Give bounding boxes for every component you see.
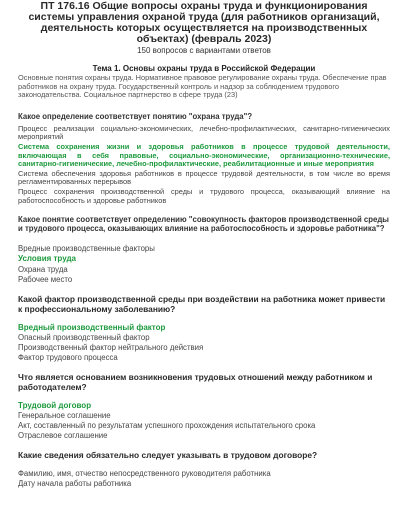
answer-option: Фамилию, имя, отчество непосредственного руководителя работника xyxy=(18,469,271,479)
document-title: ПТ 176.16 Общие вопросы охраны труда и функционирования системы управления охраной труда (для работников организаций, деятельность которых осуществляется на производственных объектах) (февраль 2023) xyxy=(28,0,380,45)
answer-list xyxy=(18,469,390,488)
answer-option: Отраслевое соглашение xyxy=(18,431,108,441)
correct-answer-option: Вредный производственный фактор xyxy=(18,322,166,332)
answer-list xyxy=(18,244,390,283)
question-block-3 xyxy=(18,294,390,362)
question-block-4 xyxy=(18,372,390,440)
answer-option: Вредные производственные факторы xyxy=(18,244,155,254)
answer-list xyxy=(18,401,390,440)
section-description: Основные понятия охраны труда. Нормативное правовое регулирование охраны труда. Обеспечение прав работников на охрану труда. Государственный контроль и надзор за соблюдением трудового законодательства. Социальное партнерство в сфере труда (23) xyxy=(18,73,387,100)
question-block-2 xyxy=(18,215,390,283)
answer-option: Система обеспечения здоровья работников в процессе трудовой деятельности, в том числе во время регламентированных перерывов xyxy=(18,168,390,187)
question-text: Какое понятие соответствует определению "совокупность факторов производственной среды и трудового процесса, оказывающих влияние на работоспособность и здоровье работника"? xyxy=(18,215,389,234)
answer-option: Фактор трудового процесса xyxy=(18,352,118,362)
answer-option: Охрана труда xyxy=(18,264,68,274)
section-title: Тема 1. Основы охраны труда в Российской Федерации xyxy=(92,64,316,73)
question-text: Какие сведения обязательно следует указывать в трудовом договоре? xyxy=(18,450,318,461)
answer-option: Процесс реализации социально-экономических, лечебно-профилактических, санитарно-гигиенических мероприятий xyxy=(18,123,390,142)
answer-list xyxy=(18,125,390,205)
document-subtitle: 150 вопросов с вариантами ответов xyxy=(137,46,271,55)
question-block-1 xyxy=(18,112,390,205)
question-text: Какой фактор производственной среды при воздействии на работника может привести к профессиональному заболеванию? xyxy=(18,293,386,314)
answer-option: Акт, составленный по результатам успешного прохождения испытательного срока xyxy=(18,421,316,431)
answer-option: Дату начала работы работника xyxy=(18,479,132,489)
question-text: Что является основанием возникновения трудовых отношений между работником и работодателем? xyxy=(18,371,373,392)
answer-list xyxy=(18,323,390,362)
correct-answer-option: Система сохранения жизни и здоровья работников в процессе трудовой деятельности, включающая в себя правовые, социально-экономические, организационно-технические, санитарно-гигиенические, лечебно-профилактические, реабилитационные и иные мероприятия xyxy=(18,141,390,169)
question-text: Какое определение соответствует понятию "охрана труда"? xyxy=(18,111,253,121)
correct-answer-option: Трудовой договор xyxy=(18,400,92,410)
answer-option: Процесс сохранения производственной среды и трудового процесса, оказывающий влияние на работоспособность и здоровье работников xyxy=(18,186,390,205)
answer-option: Генеральное соглашение xyxy=(18,411,111,421)
answer-option: Производственный фактор нейтрального действия xyxy=(18,342,204,352)
correct-answer-option: Условия труда xyxy=(18,254,76,264)
answer-option: Опасный производственный фактор xyxy=(18,332,150,342)
answer-option: Рабочее место xyxy=(18,274,73,284)
question-block-5 xyxy=(18,450,390,488)
